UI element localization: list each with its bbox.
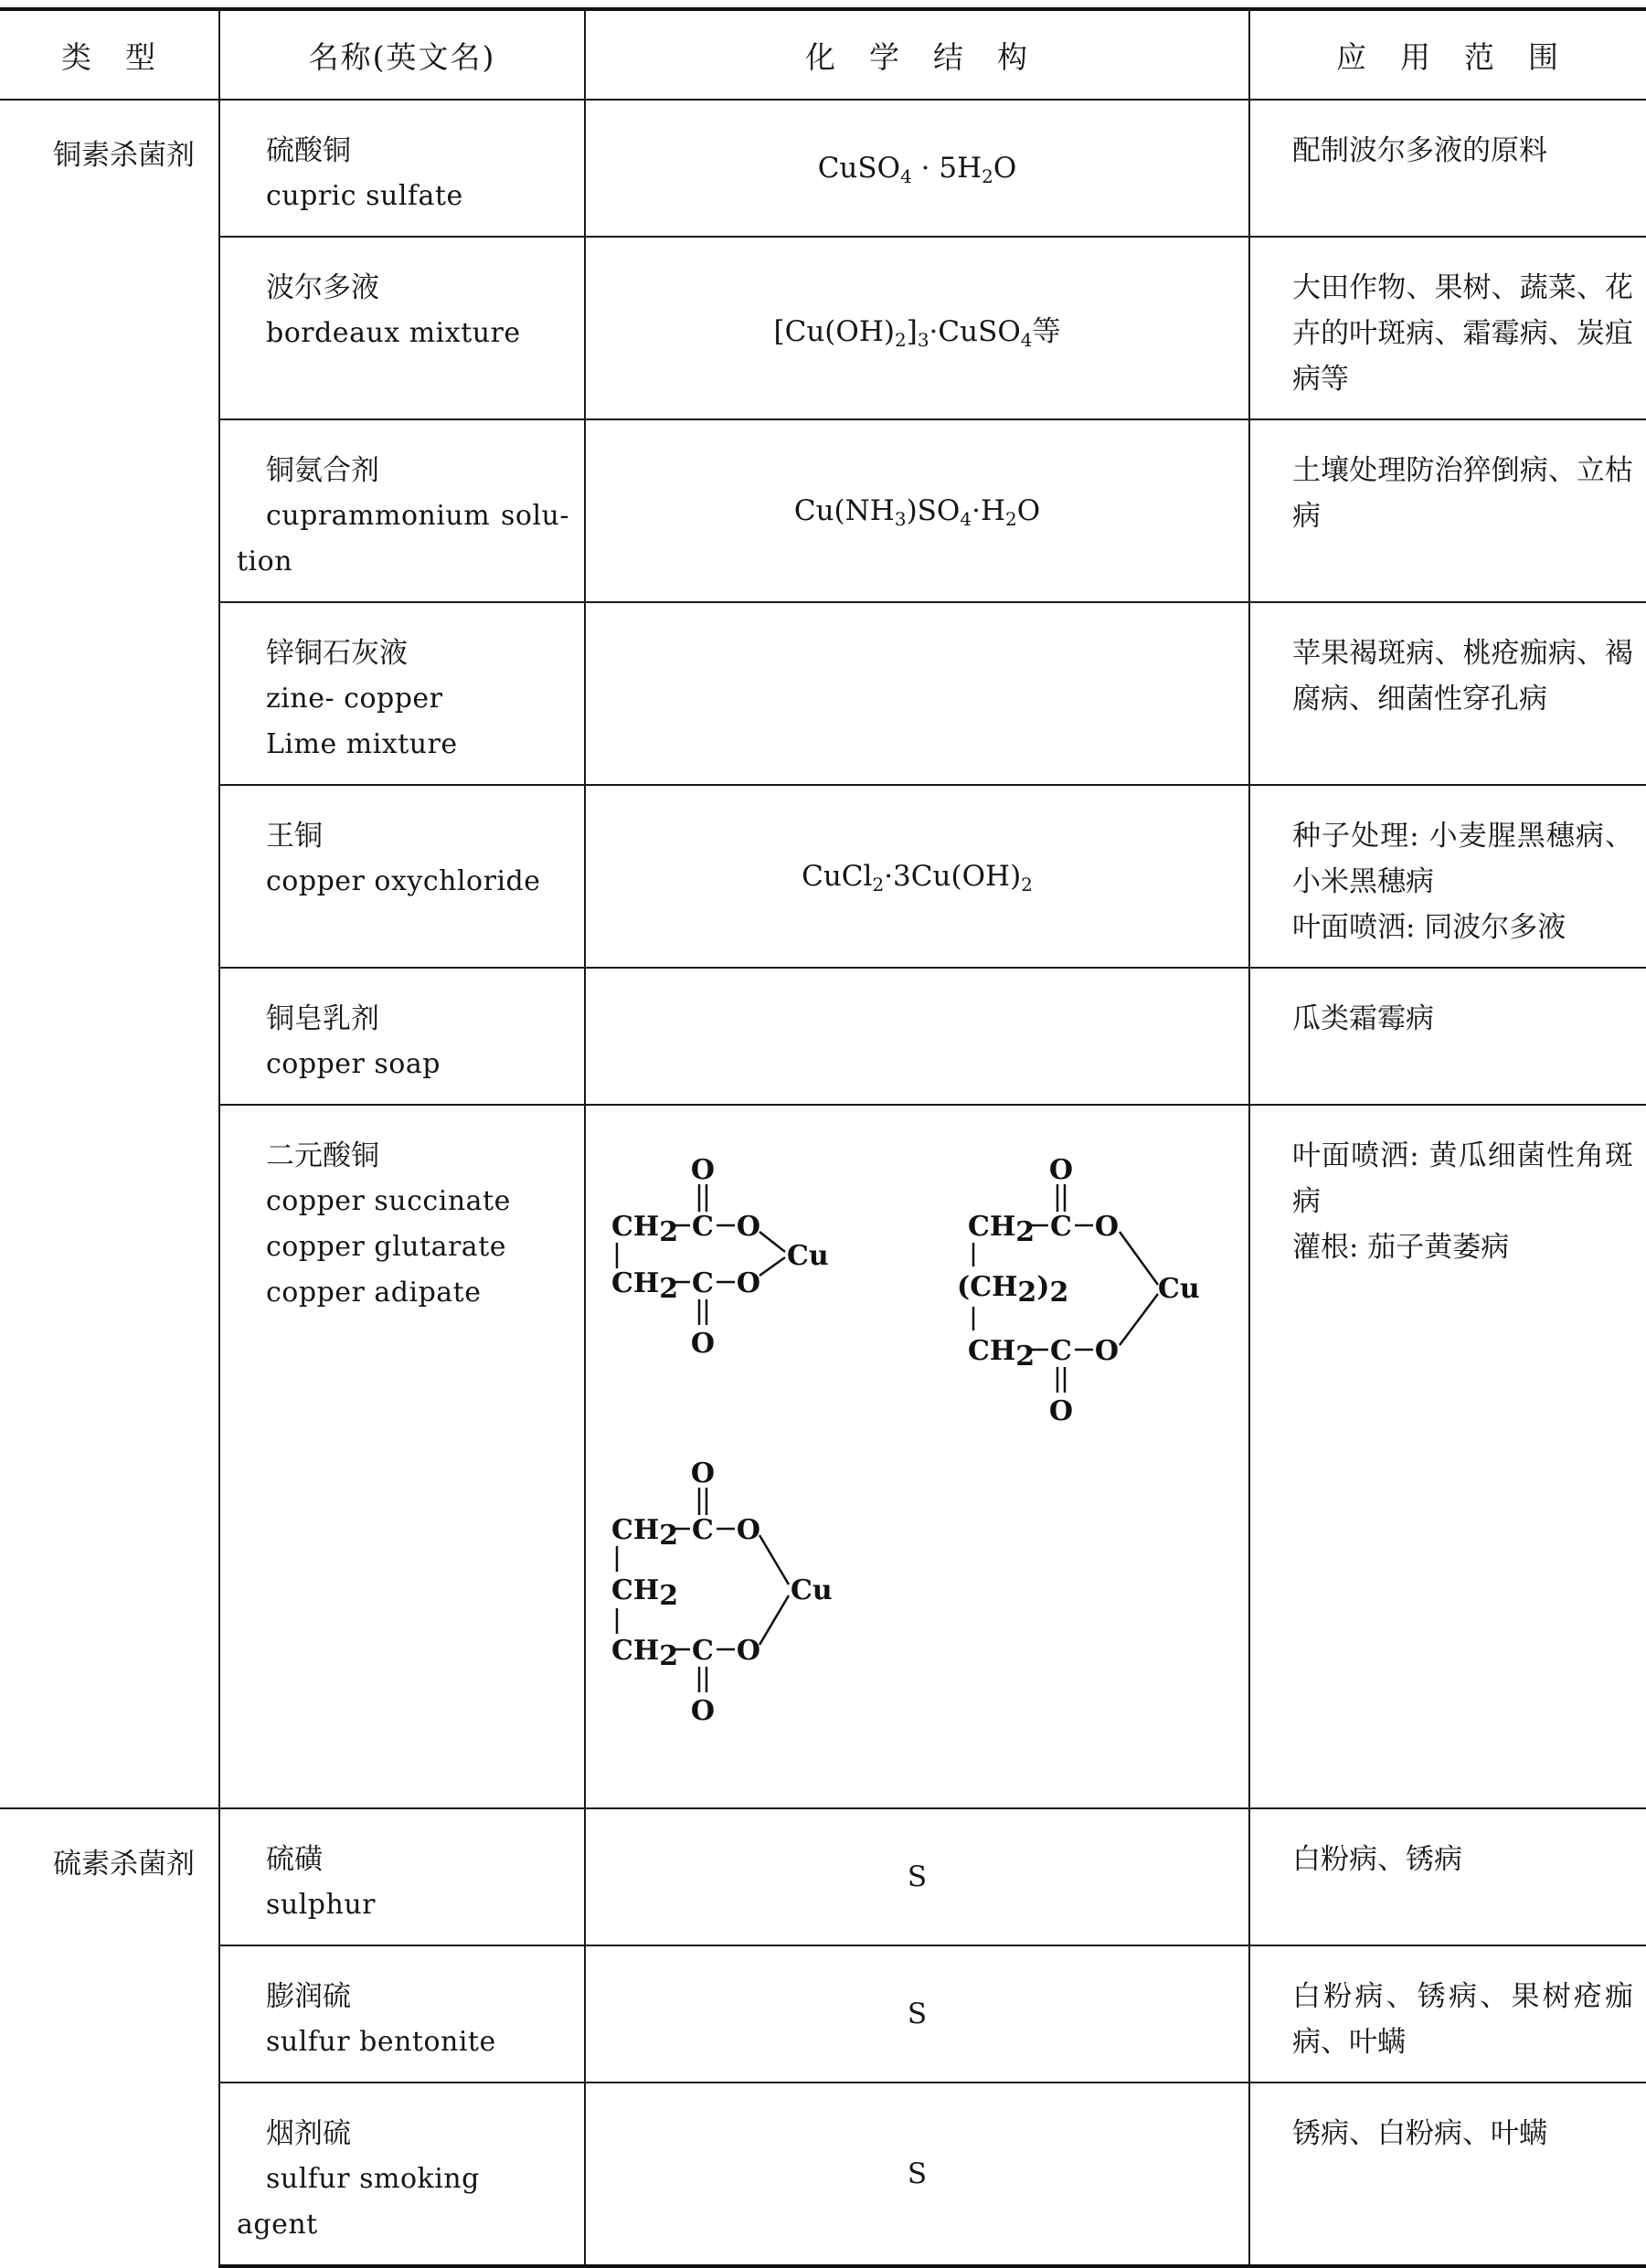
table-row xyxy=(0,419,1646,602)
oxygen-label: O xyxy=(1094,1335,1120,1367)
structure-svg xyxy=(586,1106,1248,1798)
application-text: 灌根: 茄子黄萎病 xyxy=(1292,1231,1510,1264)
ch2-label: CH2 xyxy=(611,1267,679,1305)
name-cell xyxy=(219,419,585,602)
application-text: 白粉病、锈病、果树疮痂病、叶螨 xyxy=(1292,1980,1633,2059)
name-en: cuprammonium solu- xyxy=(266,500,569,532)
name-cn: 二元酸铜 xyxy=(266,1139,379,1172)
oxygen-label: O xyxy=(736,1635,761,1667)
name-cell xyxy=(219,1945,585,2083)
table-row xyxy=(0,785,1646,968)
formula-cell: $CuCl_2\cdot 3Cu(OH)_2$ xyxy=(585,785,1249,968)
table-row xyxy=(0,968,1646,1105)
carbon-label: C xyxy=(692,1514,714,1546)
application-text: 叶面喷洒: 同波尔多液 xyxy=(1292,911,1566,944)
oxygen-label: O xyxy=(736,1267,761,1299)
application-text: 土壤处理防治猝倒病、立枯病 xyxy=(1292,454,1633,533)
oxygen-label: O xyxy=(1048,1395,1074,1427)
header-type: 类 型 xyxy=(0,9,219,100)
oxygen-label: O xyxy=(690,1457,716,1489)
formula-cell: $[Cu(OH)_2]_3\cdot CuSO_4$等 xyxy=(585,237,1249,419)
ch2-label: CH2 xyxy=(611,1635,679,1672)
copper-label: Cu xyxy=(787,1240,829,1272)
bond xyxy=(759,1232,785,1252)
application-text: 配制波尔多液的原料 xyxy=(1292,134,1547,167)
fungicide-table xyxy=(0,7,1646,2268)
formula-cell: S xyxy=(585,2083,1249,2266)
ch2-label: CH2 xyxy=(968,1211,1035,1248)
copper-label: Cu xyxy=(1158,1273,1200,1305)
oxygen-label: O xyxy=(690,1695,716,1727)
name-cell xyxy=(219,602,585,785)
name-en: copper soap xyxy=(266,1048,441,1080)
application-cell xyxy=(1249,785,1646,968)
application-text: 大田作物、果树、蔬菜、花卉的叶斑病、霜霉病、炭疽病等 xyxy=(1292,271,1633,396)
name-en: sulfur bentonite xyxy=(266,2026,496,2058)
header-application: 应 用 范 围 xyxy=(1249,9,1646,100)
group-type-label: 硫素杀菌剂 xyxy=(53,1848,195,1881)
formula-cell: CuSO$_4$ · $5H_2O$ xyxy=(585,100,1249,237)
header-name: 名称(英文名) xyxy=(219,9,585,100)
group-type-cell xyxy=(0,100,219,1808)
table-header-row xyxy=(0,9,1646,100)
application-cell xyxy=(1249,1105,1646,1808)
application-text: 锈病、白粉病、叶螨 xyxy=(1292,2117,1547,2150)
table-row xyxy=(0,1105,1646,1808)
name-cn: 硫磺 xyxy=(266,1843,323,1876)
application-cell xyxy=(1249,968,1646,1105)
name-cell xyxy=(219,237,585,419)
glutarate-structure xyxy=(957,1154,1200,1427)
table-row xyxy=(0,602,1646,785)
name-cell xyxy=(219,2083,585,2266)
application-cell xyxy=(1249,100,1646,237)
bond xyxy=(1120,1232,1158,1285)
carbon-label: C xyxy=(692,1211,714,1243)
oxygen-label: O xyxy=(690,1154,716,1186)
oxygen-label: O xyxy=(1094,1211,1120,1243)
bond xyxy=(759,1535,789,1584)
structure-drawings xyxy=(586,1106,1248,1798)
formula-cell: S xyxy=(585,1808,1249,1945)
name-cell xyxy=(219,968,585,1105)
table-row xyxy=(0,237,1646,419)
name-en: copper adipate xyxy=(266,1277,482,1309)
oxygen-label: O xyxy=(736,1514,761,1546)
oxygen-label: O xyxy=(1048,1154,1074,1186)
bond xyxy=(759,1595,789,1645)
name-en: cupric sulfate xyxy=(266,180,463,212)
application-text: 瓜类霜霉病 xyxy=(1292,1002,1434,1035)
name-en: agent xyxy=(237,2209,318,2241)
name-cn: 王铜 xyxy=(266,820,323,853)
ch2-label: CH2 xyxy=(611,1211,679,1248)
table-row xyxy=(0,100,1646,237)
group-type-cell xyxy=(0,1808,219,2266)
name-en: sulphur xyxy=(266,1889,376,1921)
table-row xyxy=(0,1808,1646,1945)
carbon-label: C xyxy=(692,1267,714,1299)
ch2-label: CH2 xyxy=(611,1514,679,1552)
bond xyxy=(1120,1294,1158,1345)
formula-cell: S xyxy=(585,1945,1249,2083)
name-en: zine- copper xyxy=(266,683,443,715)
carbon-label: C xyxy=(1050,1335,1072,1367)
application-cell xyxy=(1249,237,1646,419)
name-en: tion xyxy=(237,546,293,578)
name-cn: 铜氨合剂 xyxy=(266,454,379,487)
formula-cell xyxy=(585,968,1249,1105)
table-row xyxy=(0,2083,1646,2266)
table-row xyxy=(0,1945,1646,2083)
bond xyxy=(759,1257,785,1276)
oxygen-label: O xyxy=(736,1211,761,1243)
ch2-chain-label: (CH2)2 xyxy=(957,1271,1069,1309)
formula-cell: $Cu(NH_3)SO_4\cdot H_2O$ xyxy=(585,419,1249,602)
name-cell xyxy=(219,100,585,237)
application-text: 种子处理: 小麦腥黑穗病、小米黑穗病 xyxy=(1292,820,1633,898)
succinate-structure xyxy=(611,1154,829,1360)
name-en: copper oxychloride xyxy=(266,865,541,897)
header-structure: 化 学 结 构 xyxy=(585,9,1249,100)
group-type-label: 铜素杀菌剂 xyxy=(53,139,195,172)
application-cell xyxy=(1249,2083,1646,2266)
name-en: bordeaux mixture xyxy=(266,317,521,349)
copper-label: Cu xyxy=(791,1574,833,1606)
structure-cell xyxy=(585,1105,1249,1808)
oxygen-label: O xyxy=(690,1328,716,1360)
application-cell xyxy=(1249,1808,1646,1945)
application-cell xyxy=(1249,419,1646,602)
application-cell xyxy=(1249,1945,1646,2083)
application-text: 叶面喷洒: 黄瓜细菌性角斑病 xyxy=(1292,1139,1633,1218)
name-en: sulfur smoking xyxy=(266,2163,480,2195)
carbon-label: C xyxy=(692,1635,714,1667)
name-cn: 铜皂乳剂 xyxy=(266,1002,379,1035)
ch2-label: CH2 xyxy=(968,1335,1035,1372)
name-cn: 硫酸铜 xyxy=(266,134,351,167)
name-cn: 波尔多液 xyxy=(266,271,379,304)
name-cell xyxy=(219,1105,585,1808)
name-en: copper glutarate xyxy=(266,1231,506,1263)
application-text: 苹果褐斑病、桃疮痂病、褐腐病、细菌性穿孔病 xyxy=(1292,637,1633,715)
name-cn: 烟剂硫 xyxy=(266,2117,351,2150)
application-cell xyxy=(1249,602,1646,785)
ch2-label: CH2 xyxy=(611,1574,679,1612)
name-en: Lime mixture xyxy=(266,728,458,760)
name-cell xyxy=(219,1808,585,1945)
carbon-label: C xyxy=(1050,1211,1072,1243)
application-text: 白粉病、锈病 xyxy=(1292,1843,1462,1876)
name-en: copper succinate xyxy=(266,1185,511,1217)
name-cn: 膨润硫 xyxy=(266,1980,351,2013)
formula-cell xyxy=(585,602,1249,785)
name-cn: 锌铜石灰液 xyxy=(266,637,408,670)
adipate-structure xyxy=(611,1457,833,1727)
name-cell xyxy=(219,785,585,968)
